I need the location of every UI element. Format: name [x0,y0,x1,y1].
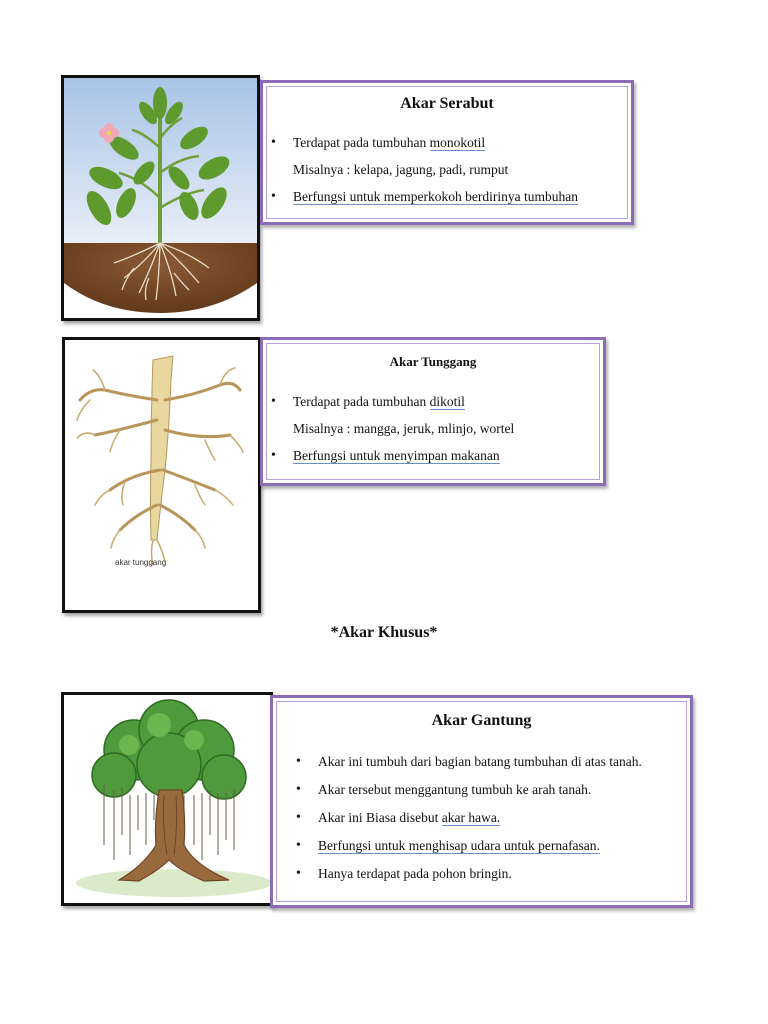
section-heading: *Akar Khusus* [330,624,438,641]
akar-tunggang-list [293,394,603,464]
banyan-tree-image [61,692,273,906]
akar-serabut-list [293,135,631,205]
akar-tunggang-card [260,337,606,486]
image-caption: akar tunggang [115,558,167,567]
akar-gantung-card [270,695,693,908]
example-text: Misalnya : mangga, jeruk, mlinjo, wortel [293,421,515,436]
taproot-image [62,337,261,613]
akar-gantung-title: Akar Gantung [431,712,532,729]
akar-serabut-card [260,80,634,225]
list-item: • Terdapat pada tumbuhan dikotil [293,394,603,410]
list-item: • Akar tersebut menggantung tumbuh ke arah tanah. [318,782,690,798]
akar-tunggang-title: Akar Tunggang [389,354,477,369]
akar-gantung-list [318,754,690,882]
list-item [293,448,603,464]
akar-serabut-title: Akar Serabut [400,95,494,112]
list-item: • Akar ini Biasa disebut akar hawa. [318,810,690,826]
list-item [293,189,631,205]
monokotil-link[interactable]: monokotil [429,135,486,150]
function-link[interactable]: Berfungsi untuk menghisap udara untuk pernafasan. [318,838,600,853]
list-item: • Terdapat pada tumbuhan monokotil [293,135,631,151]
akar-hawa-link[interactable]: akar hawa. [441,810,501,825]
fibrous-root-plant-image [61,75,260,321]
list-item: • Akar ini tumbuh dari bagian batang tumbuhan di atas tanah. [318,754,690,770]
example-text: Misalnya : kelapa, jagung, padi, rumput [293,162,509,177]
list-item: • Hanya terdapat pada pohon bringin. [318,866,690,882]
function-link[interactable]: Berfungsi untuk memperkokoh berdirinya tumbuhan [293,189,578,204]
list-item [318,838,690,854]
function-link[interactable]: Berfungsi untuk menyimpan makanan [293,448,500,463]
dikotil-link[interactable]: dikotil [429,394,465,409]
